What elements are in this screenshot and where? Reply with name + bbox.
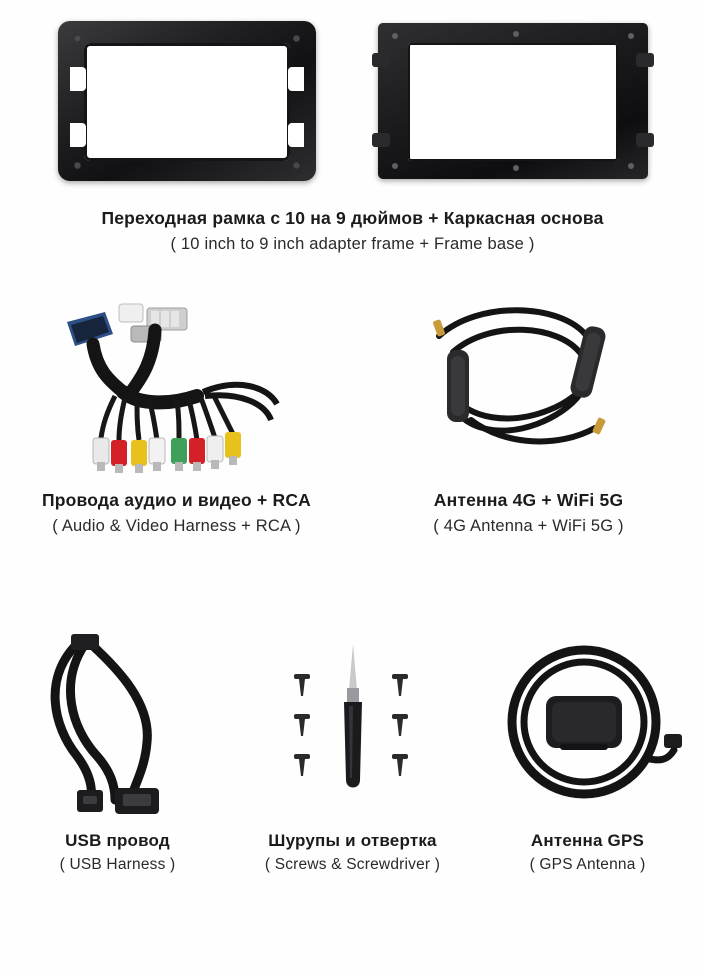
audio-video-harness-item (1, 300, 353, 537)
mount-hole-icon (392, 163, 398, 169)
frame-base-tab (372, 53, 390, 67)
4g-wifi-antenna-caption (353, 490, 705, 537)
section-frames (0, 0, 705, 300)
mount-hole-icon (628, 33, 634, 39)
frame-base-image (378, 23, 648, 179)
4g-wifi-antenna-image (353, 300, 705, 490)
accessories-columns (0, 630, 705, 875)
mount-hole-icon (392, 33, 398, 39)
frame-base-tab (372, 133, 390, 147)
gps-antenna-caption-en: ( GPS Antenna ) (529, 856, 646, 874)
mount-hole-icon (513, 165, 519, 171)
usb-harness-image (0, 630, 235, 830)
usb-harness-item (0, 630, 235, 875)
mount-hole-icon (628, 163, 634, 169)
audio-video-harness-caption-ru: Провода аудио и видео + RCA (41, 490, 312, 510)
audio-video-harness-caption (1, 490, 353, 537)
frame-base-tab (636, 53, 654, 67)
section-accessories (0, 630, 705, 950)
adapter-frame-notch (70, 123, 86, 147)
harness-antenna-columns (0, 300, 705, 537)
frames-caption-ru: Переходная рамка с 10 на 9 дюймов + Каркасная основа (101, 208, 604, 228)
4g-wifi-antenna-item (353, 300, 705, 537)
section-harness-antenna (0, 300, 705, 630)
4g-wifi-antenna-caption-en: ( 4G Antenna + WiFi 5G ) (433, 516, 624, 535)
screw-hole-icon (293, 35, 300, 42)
screw-hole-icon (74, 162, 81, 169)
harness-drawing (27, 300, 327, 490)
adapter-frame-notch (288, 67, 304, 91)
screwdriver-drawing (258, 630, 448, 820)
usb-harness-caption-ru: USB провод (65, 831, 170, 850)
gps-antenna-image (470, 630, 705, 830)
usb-harness-caption-en: ( USB Harness ) (59, 856, 176, 874)
screws-screwdriver-item (235, 630, 470, 875)
adapter-frame-notch (70, 67, 86, 91)
antenna-drawing (409, 300, 649, 490)
gps-antenna-drawing (488, 630, 688, 820)
usb-cable-drawing (23, 630, 213, 820)
frames-caption (0, 208, 705, 255)
usb-harness-caption (0, 830, 235, 875)
frame-base-tab (636, 133, 654, 147)
screws-screwdriver-caption-en: ( Screws & Screwdriver ) (264, 856, 441, 874)
frames-caption-en: ( 10 inch to 9 inch adapter frame + Frame base ) (170, 234, 535, 253)
adapter-frame-notch (288, 123, 304, 147)
mount-hole-icon (513, 31, 519, 37)
gps-antenna-item (470, 630, 705, 875)
screws-screwdriver-caption-ru: Шурупы и отвертка (268, 831, 437, 850)
audio-video-harness-image (1, 300, 353, 490)
screw-hole-icon (293, 162, 300, 169)
screws-screwdriver-image (235, 630, 470, 830)
audio-video-harness-caption-en: ( Audio & Video Harness + RCA ) (52, 516, 301, 535)
gps-antenna-caption (470, 830, 705, 875)
screws-screwdriver-caption (235, 830, 470, 875)
frames-images (0, 0, 705, 180)
4g-wifi-antenna-caption-ru: Антенна 4G + WiFi 5G (433, 490, 624, 510)
adapter-frame-image (58, 21, 316, 181)
gps-antenna-caption-ru: Антенна GPS (530, 831, 645, 850)
screw-hole-icon (74, 35, 81, 42)
